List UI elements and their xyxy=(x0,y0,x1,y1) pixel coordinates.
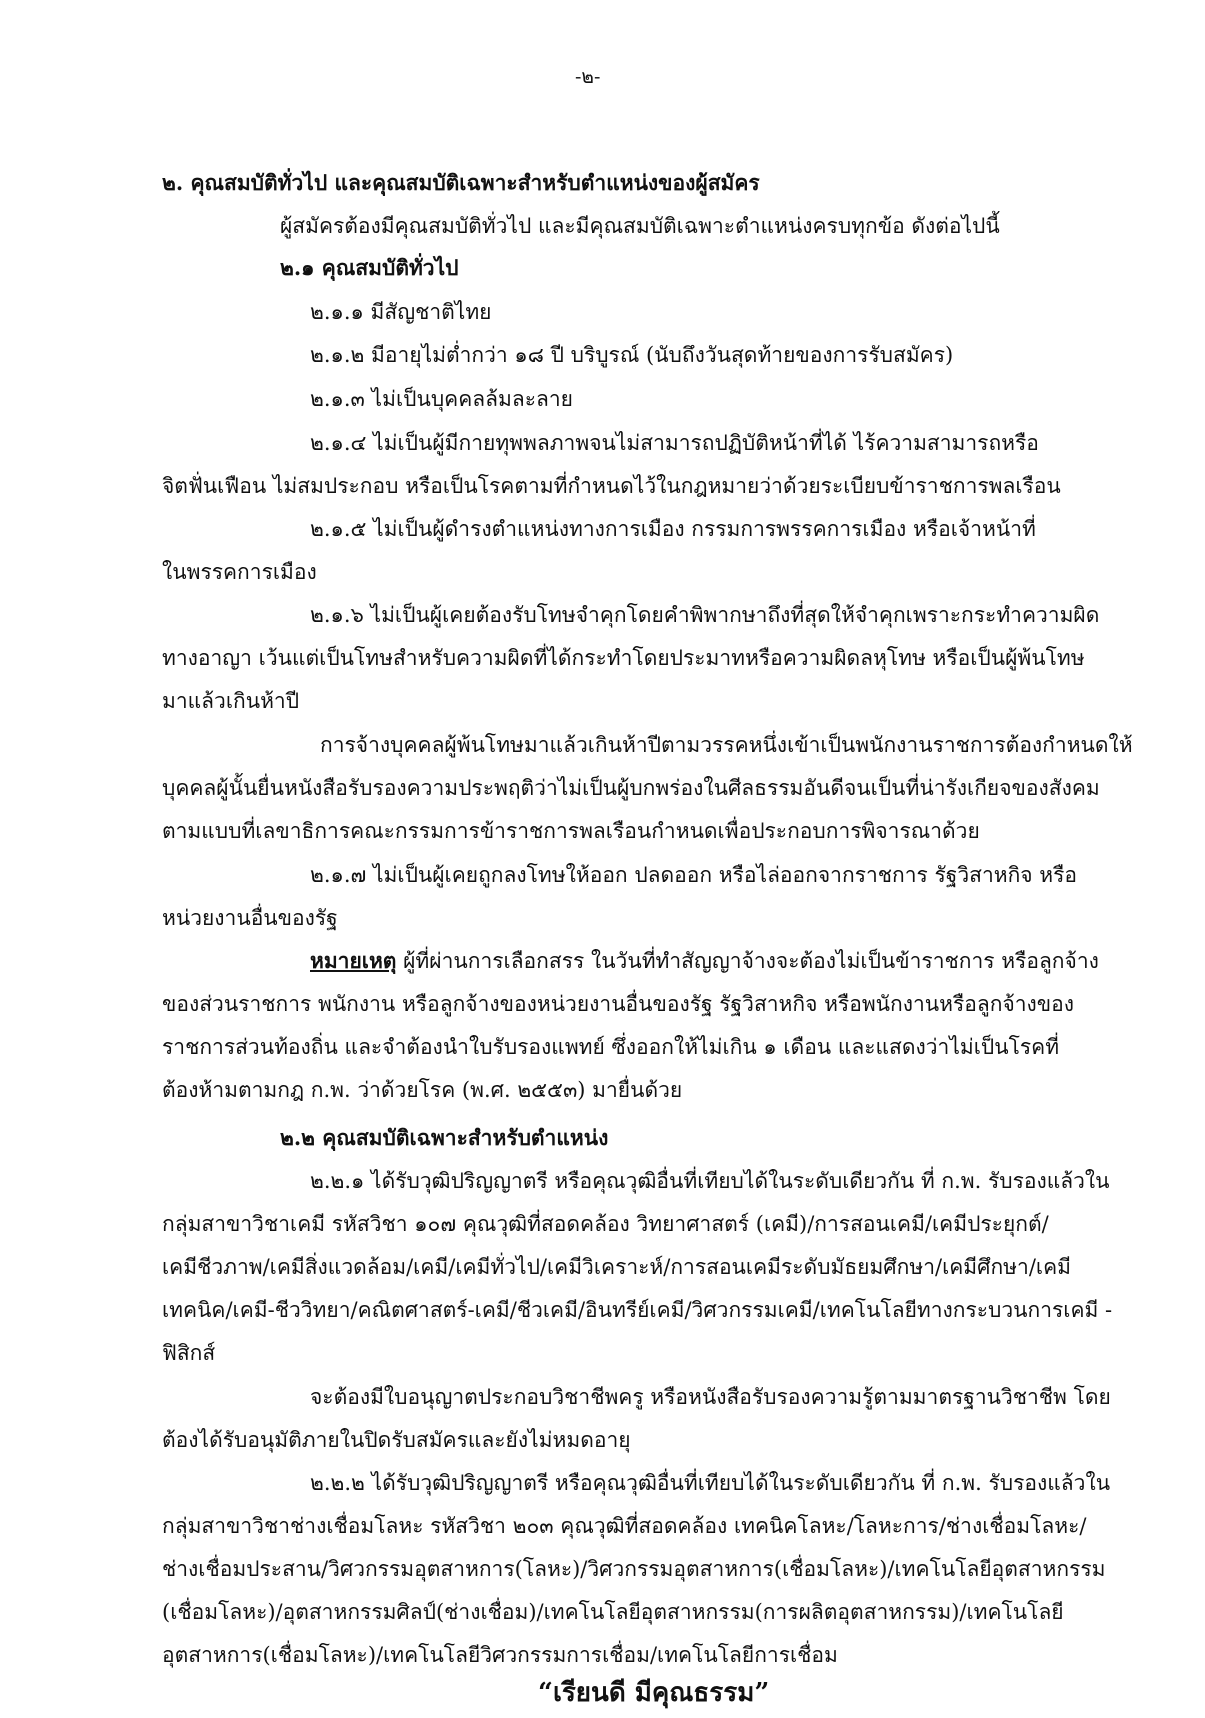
hire-paragraph-line-2: บุคคลผู้นั้นยื่นหนังสือรับรองความประพฤติว่าไม่เป็นผู้บกพร่องในศีลธรรมอันดีจนเป็นที่น่ารังเกียจของสังคม xyxy=(162,776,1100,800)
note-line-4: ต้องห้ามตามกฎ ก.พ. ว่าด้วยโรค (พ.ศ. ๒๕๕๓) มายื่นด้วย xyxy=(162,1078,683,1102)
item-2-1-4-line-1: ๒.๑.๔ ไม่เป็นผู้มีกายทุพพลภาพจนไม่สามารถปฏิบัติหน้าที่ได้ ไร้ความสามารถหรือ xyxy=(310,431,1039,455)
note-label: หมายเหตุ xyxy=(310,948,397,973)
section-2-2-heading: ๒.๒ คุณสมบัติเฉพาะสำหรับตำแหน่ง xyxy=(280,1125,609,1150)
item-2-2-1-line-5: ฟิสิกส์ xyxy=(162,1341,216,1365)
section-2-heading: ๒. คุณสมบัติทั่วไป และคุณสมบัติเฉพาะสำหรับตำแหน่งของผู้สมัคร xyxy=(162,170,760,195)
item-2-2-1-line-2: กลุ่มสาขาวิชาเคมี รหัสวิชา ๑๐๗ คุณวุฒิที่สอดคล้อง วิทยาศาสตร์ (เคมี)/การสอนเคมี/เคมีประยุกต์/ xyxy=(162,1212,1049,1236)
hire-paragraph-line-1: การจ้างบุคคลผู้พ้นโทษมาแล้วเกินห้าปีตามวรรคหนึ่งเข้าเป็นพนักงานราชการต้องกำหนดให้ xyxy=(320,733,1133,757)
item-2-2-1-line-3: เคมีชีวภาพ/เคมีสิ่งแวดล้อม/เคมี/เคมีทั่วไป/เคมีวิเคราะห์/การสอนเคมีระดับมัธยมศึกษา/เคมีศึกษา/เคมี xyxy=(162,1255,1071,1279)
item-2-1-5-line-2: ในพรรคการเมือง xyxy=(162,560,317,584)
item-2-2-2-line-4: (เชื่อมโลหะ)/อุตสาหกรรมศิลป์(ช่างเชื่อม)/เทคโนโลยีอุตสาหกรรม(การผลิตอุตสาหกรรม)/เทคโนโลยี xyxy=(162,1600,1064,1624)
school-motto: “เรียนดี มีคุณธรรม” xyxy=(538,1678,770,1708)
section-2-1-heading: ๒.๑ คุณสมบัติทั่วไป xyxy=(280,255,459,280)
note-line-2: ของส่วนราชการ พนักงาน หรือลูกจ้างของหน่วยงานอื่นของรัฐ รัฐวิสาหกิจ หรือพนักงานหรือลูกจ้างของ xyxy=(162,992,1075,1016)
item-2-1-4-line-2: จิตฟั่นเฟือน ไม่สมประกอบ หรือเป็นโรคตามที่กำหนดไว้ในกฎหมายว่าด้วยระเบียบข้าราชการพลเรือน xyxy=(162,474,1061,498)
item-2-1-6-line-2: ทางอาญา เว้นแต่เป็นโทษสำหรับความผิดที่ได้กระทำโดยประมาทหรือความผิดลหุโทษ หรือเป็นผู้พ้นโทษ xyxy=(162,646,1085,670)
item-2-2-1-line-4: เทคนิค/เคมี-ชีววิทยา/คณิตศาสตร์-เคมี/ชีวเคมี/อินทรีย์เคมี/วิศวกรรมเคมี/เทคโนโลยีทางกระบวนการเคมี - xyxy=(162,1298,1113,1322)
item-2-1-6-line-1: ๒.๑.๖ ไม่เป็นผู้เคยต้องรับโทษจำคุกโดยคำพิพากษาถึงที่สุดให้จำคุกเพราะกระทำความผิด xyxy=(310,603,1100,627)
license-line-2: ต้องได้รับอนุมัติภายในปิดรับสมัครและยังไม่หมดอายุ xyxy=(162,1428,631,1452)
item-2-1-6-line-3: มาแล้วเกินห้าปี xyxy=(162,689,300,713)
item-2-2-2-line-5: อุตสาหการ(เชื่อมโลหะ)/เทคโนโลยีวิศวกรรมการเชื่อม/เทคโนโลยีการเชื่อม xyxy=(162,1643,838,1667)
item-2-2-2-line-3: ช่างเชื่อมประสาน/วิศวกรรมอุตสาหการ(โลหะ)/วิศวกรรมอุตสาหการ(เชื่อมโลหะ)/เทคโนโลยีอุตสาหกรรม xyxy=(162,1557,1106,1581)
note-line-3: ราชการส่วนท้องถิ่น และจำต้องนำใบรับรองแพทย์ ซึ่งออกให้ไม่เกิน ๑ เดือน และแสดงว่าไม่เป็นโรคที่ xyxy=(162,1035,1060,1059)
page-number: -๒- xyxy=(575,66,601,88)
item-2-1-7-line-2: หน่วยงานอื่นของรัฐ xyxy=(162,906,338,930)
item-2-2-2-line-1: ๒.๒.๒ ได้รับวุฒิปริญญาตรี หรือคุณวุฒิอื่นที่เทียบได้ในระดับเดียวกัน ที่ ก.พ. รับรองแล้วใน xyxy=(310,1471,1111,1495)
item-2-2-2-line-2: กลุ่มสาขาวิชาช่างเชื่อมโลหะ รหัสวิชา ๒๐๓ คุณวุฒิที่สอดคล้อง เทคนิคโลหะ/โลหะการ/ช่างเชื่อมโลหะ/ xyxy=(162,1514,1087,1538)
note-line-1 xyxy=(310,946,1099,976)
section-2-intro: ผู้สมัครต้องมีคุณสมบัติทั่วไป และมีคุณสมบัติเฉพาะตำแหน่งครบทุกข้อ ดังต่อไปนี้ xyxy=(280,214,1000,238)
license-line-1: จะต้องมีใบอนุญาตประกอบวิชาชีพครู หรือหนังสือรับรองความรู้ตามมาตรฐานวิชาชีพ โดย xyxy=(310,1385,1111,1409)
item-2-1-7-line-1: ๒.๑.๗ ไม่เป็นผู้เคยถูกลงโทษให้ออก ปลดออก หรือไล่ออกจากราชการ รัฐวิสาหกิจ หรือ xyxy=(310,863,1078,887)
item-2-2-1-line-1: ๒.๒.๑ ได้รับวุฒิปริญญาตรี หรือคุณวุฒิอื่นที่เทียบได้ในระดับเดียวกัน ที่ ก.พ. รับรองแล้วใน xyxy=(310,1169,1110,1193)
item-2-1-3: ๒.๑.๓ ไม่เป็นบุคคลล้มละลาย xyxy=(310,387,573,411)
item-2-1-5-line-1: ๒.๑.๕ ไม่เป็นผู้ดำรงตำแหน่งทางการเมือง กรรมการพรรคการเมือง หรือเจ้าหน้าที่ xyxy=(310,517,1036,541)
hire-paragraph-line-3: ตามแบบที่เลขาธิการคณะกรรมการข้าราชการพลเรือนกำหนดเพื่อประกอบการพิจารณาด้วย xyxy=(162,819,980,843)
item-2-1-2: ๒.๑.๒ มีอายุไม่ต่ำกว่า ๑๘ ปี บริบูรณ์ (นับถึงวันสุดท้ายของการรับสมัคร) xyxy=(310,343,954,367)
item-2-1-1: ๒.๑.๑ มีสัญชาติไทย xyxy=(310,300,492,324)
note-text: ผู้ที่ผ่านการเลือกสรร ในวันที่ทำสัญญาจ้างจะต้องไม่เป็นข้าราชการ หรือลูกจ้าง xyxy=(396,949,1099,973)
